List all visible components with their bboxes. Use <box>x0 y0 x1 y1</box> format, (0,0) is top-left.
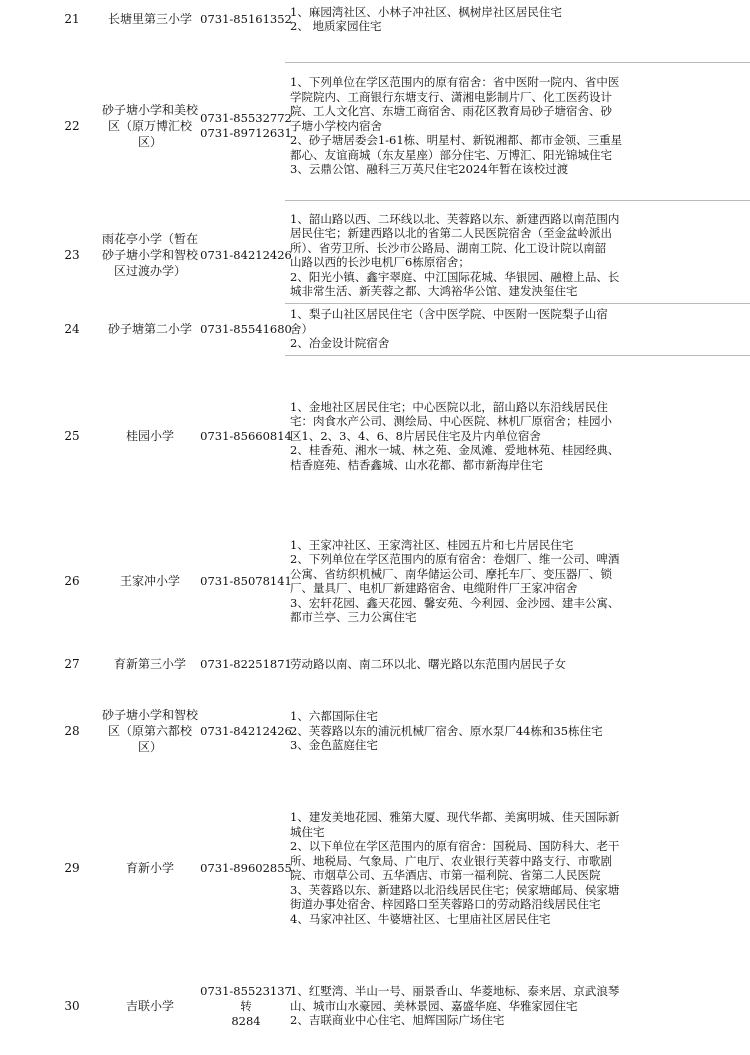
scope-line: 所、地税局、气象局、广电厅、农业银行芙蓉中路支行、市歌剧 <box>290 853 612 868</box>
school-name-line: 区） <box>137 135 162 149</box>
row-divider <box>285 355 750 356</box>
school-name <box>90 0 210 38</box>
school-name-line: 区） <box>137 740 162 754</box>
scope-line: 1、下列单位在学区范围内的原有宿舍：省中医附一院内、省中医 <box>290 75 620 90</box>
school-name-line: 雨花亭小学（暂在 <box>101 232 198 246</box>
phone-number <box>200 200 292 310</box>
school-name <box>90 645 210 683</box>
school-name <box>90 517 210 645</box>
phone-line: 0731-82251871 <box>200 656 292 671</box>
row-number: 28 <box>64 724 80 738</box>
school-name <box>90 355 210 517</box>
phone-line: 0731-85161352 <box>200 11 292 26</box>
phone-number <box>200 0 292 38</box>
row-number: 21 <box>64 12 80 26</box>
phone-line: 8284 <box>231 1013 261 1028</box>
scope-line: 1、六都国际住宅 <box>290 709 378 724</box>
table-row <box>0 683 750 779</box>
district-scope <box>290 957 660 1055</box>
phone-line: 0731-85660814 <box>200 428 292 443</box>
district-scope <box>290 683 660 779</box>
scope-line: 1、金地社区居民住宅；中心医院以北，韶山路以东沿线居民住 <box>290 399 608 414</box>
district-scope <box>290 62 660 190</box>
scope-line: 2、芙蓉路以东的浦沅机械厂宿舍、原水泵厂44栋和35栋住宅 <box>290 723 603 738</box>
scope-line: 1、红墅湾、半山一号、丽景香山、华菱地标、泰来居、京武浪琴 <box>290 984 620 999</box>
row-number: 29 <box>64 861 80 875</box>
scope-line: 1、建发美地花园、雅第大厦、现代华都、美寓明城、佳天国际新 <box>290 810 620 824</box>
district-scope <box>290 645 660 683</box>
school-name-line: 吉联小学 <box>125 999 174 1013</box>
school-name-line: 区过渡办学） <box>113 264 186 278</box>
row-number: 24 <box>64 322 80 336</box>
table-row <box>0 779 750 957</box>
scope-line: 居民住宅；新建西路以北的省第二人民医院宿舍（至金盆岭派出 <box>290 226 612 240</box>
row-divider <box>285 62 750 63</box>
scope-line: 城住宅 <box>290 824 325 839</box>
school-name <box>90 779 210 957</box>
table-row <box>0 62 750 190</box>
phone-number <box>200 355 292 517</box>
phone-line: 0731-85078141 <box>200 573 292 588</box>
scope-line: 宅：肉食水产公司、测绘局、中心医院、林机厂原宿舍；桂园小 <box>290 414 612 429</box>
scope-line: 2、以下单位在学区范围内的原有宿舍：国税局、国防科大、老干 <box>290 839 620 853</box>
row-divider <box>285 303 750 304</box>
school-name-line: 区（原万博汇校 <box>107 119 192 133</box>
row-number: 26 <box>64 574 80 588</box>
scope-line: 子塘小学校内宿舍 <box>290 118 382 133</box>
table-row <box>0 303 750 355</box>
school-name-line: 砂子塘小学和美校 <box>101 103 198 117</box>
school-name-line: 长塘里第三小学 <box>107 12 192 26</box>
scope-line: 厂、量具厂、电机厂新建路宿舍、电缆附件厂王家冲宿舍 <box>290 581 578 595</box>
district-scope <box>290 355 660 517</box>
phone-number <box>200 645 292 683</box>
school-name <box>90 683 210 779</box>
school-name-line: 育新第三小学 <box>113 657 186 671</box>
scope-line: 3、金色蓝庭住宅 <box>290 738 378 753</box>
table-row <box>0 957 750 1055</box>
scope-line: 2、吉联商业中心住宅、旭辉国际广场住宅 <box>290 1013 505 1028</box>
phone-number <box>200 957 292 1055</box>
phone-line: 0731-89712631 <box>200 126 292 140</box>
phone-number <box>200 517 292 645</box>
scope-line: 1、梨子山社区居民住宅（含中医学院、中医附一医院梨子山宿 <box>290 307 608 322</box>
district-scope <box>290 0 660 38</box>
scope-line: 2、桂香苑、湘水一城、林之苑、金凤滩、爱地林苑、桂园经典、 <box>290 443 620 458</box>
phone-line: 0731-85532772 <box>200 111 292 125</box>
row-number: 27 <box>64 657 80 671</box>
school-name <box>90 200 210 310</box>
phone-number <box>200 683 292 779</box>
school-name <box>90 957 210 1055</box>
school-name-line: 砂子塘小学和智校 <box>101 708 198 722</box>
scope-line: 区1、2、3、4、6、8片居民住宅及片内单位宿舍 <box>290 428 541 443</box>
scope-line: 院、市烟草公司、五华酒店、市第一福利院、省第二人民医院 <box>290 868 601 882</box>
row-number: 22 <box>64 119 80 133</box>
row-number: 23 <box>64 248 80 262</box>
scope-line: 院、工人文化宫、东塘工商宿舍、雨花区教育局砂子塘宿舍、砂 <box>290 104 612 119</box>
district-scope <box>290 517 660 645</box>
phone-line: 0731-85523137转 <box>200 983 292 1013</box>
school-name-line: 育新小学 <box>125 861 174 875</box>
phone-number <box>200 303 292 355</box>
scope-line: 4、马家冲社区、牛婆塘社区、七里庙社区居民住宅 <box>290 911 551 926</box>
scope-line: 3、云鼎公馆、融科三万英尺住宅2024年暂在该校过渡 <box>290 162 569 177</box>
scope-line: 1、麻园湾社区、小林子冲社区、枫树岸社区居民住宅 <box>290 4 562 19</box>
school-name-line: 王家冲小学 <box>119 574 180 588</box>
scope-line: 舍） <box>290 321 313 336</box>
row-number: 30 <box>64 999 80 1013</box>
school-name-line: 砂子塘第二小学 <box>107 322 192 336</box>
scope-line: 都市兰亭、三力公寓住宅 <box>290 610 417 624</box>
scope-line: 2、阳光小镇、鑫宇翠庭、中江国际花城、华银园、融橙上品、长 <box>290 269 620 284</box>
table-row <box>0 645 750 683</box>
scope-line: 2、砂子塘居委会1-61栋、明星村、新锐湘都、都市金领、三重星 <box>290 133 623 148</box>
scope-line: 劳动路以南、南二环以北、曙光路以东范围内居民子女 <box>290 656 566 671</box>
table-row <box>0 355 750 517</box>
scope-line: 山、城市山水豪园、美林景园、嘉盛华庭、华雅家园住宅 <box>290 998 578 1013</box>
scope-line: 公寓、省纺织机械厂、南华储运公司、摩托车厂、变压器厂、锁 <box>290 566 612 581</box>
scope-line: 城非常生活、新芙蓉之都、大鸿裕华公馆、建发泱玺住宅 <box>290 284 578 298</box>
scope-line: 街道办事处宿舍、梓园路口至芙蓉路口的劳动路沿线居民住宅 <box>290 897 601 911</box>
phone-line: 0731-84212426 <box>200 723 292 738</box>
row-divider <box>285 200 750 201</box>
school-name-line: 砂子塘小学和智校 <box>101 248 198 262</box>
phone-line: 0731-84212426 <box>200 247 292 262</box>
phone-number <box>200 779 292 957</box>
scope-line: 桔香庭苑、桔香鑫城、山水花都、都市新海岸住宅 <box>290 457 543 472</box>
school-name <box>90 303 210 355</box>
scope-line: 3、芙蓉路以东、新建路以北沿线居民住宅；侯家塘邮局、侯家塘 <box>290 882 620 897</box>
scope-line: 1、韶山路以西、二环线以北、芙蓉路以东、新建西路以南范围内 <box>290 211 620 226</box>
scope-line: 3、宏轩花园、鑫天花园、馨安苑、今利园、金沙园、建丰公寓、 <box>290 595 620 610</box>
school-name-line: 区（原第六都校 <box>107 724 192 738</box>
phone-number <box>200 62 292 190</box>
scope-line: 山路以西的长沙电机厂6栋原宿舍； <box>290 255 470 269</box>
school-name-line: 桂园小学 <box>125 429 174 443</box>
scope-line: 都心、友谊商城（东友星座）部分住宅、万博汇、阳光锦城住宅 <box>290 147 612 162</box>
scope-line: 所）、省劳卫所、长沙市公路局、湖南工院、化工设计院以南韶 <box>290 240 607 255</box>
scope-line: 2、冶金设计院宿舍 <box>290 336 390 351</box>
scope-line: 学院院内、工商银行东塘支行、潇湘电影制片厂、化工医药设计 <box>290 89 612 104</box>
district-scope <box>290 200 660 310</box>
scope-line: 1、王家冲社区、王家湾社区、桂园五片和七片居民住宅 <box>290 537 574 552</box>
phone-line: 0731-89602855 <box>200 860 292 875</box>
table-row <box>0 0 750 38</box>
scope-line: 2、下列单位在学区范围内的原有宿舍：卷烟厂、维一公司、啤酒 <box>290 552 620 566</box>
row-number: 25 <box>64 429 80 443</box>
phone-line: 0731-85541680 <box>200 321 292 336</box>
table-row <box>0 517 750 645</box>
district-scope <box>290 779 660 957</box>
district-scope <box>290 303 660 355</box>
scope-line: 2、 地质家园住宅 <box>290 19 382 33</box>
school-name <box>90 62 210 190</box>
table-row <box>0 200 750 310</box>
